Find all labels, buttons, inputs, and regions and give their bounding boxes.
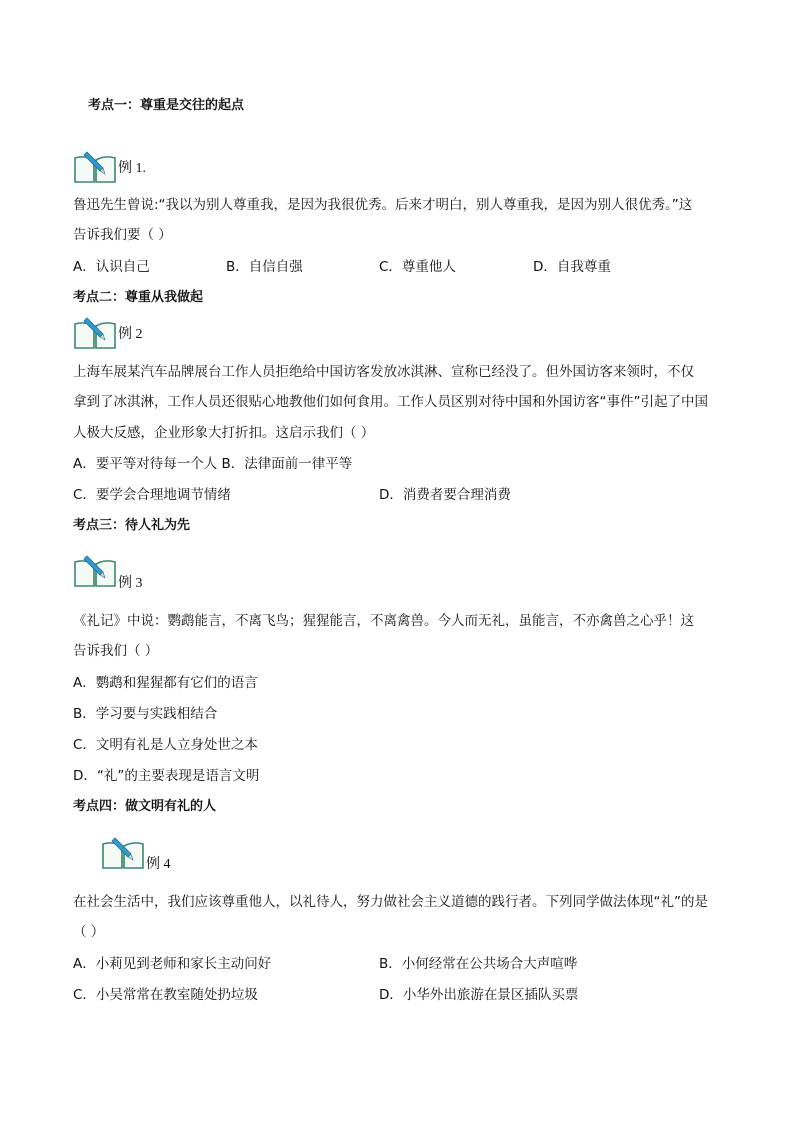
example-3-option-c: C．文明有礼是人立身处世之本 (73, 737, 258, 753)
example-4-option-c: C．小吴常常在教室随处扔垃圾 (73, 987, 258, 1003)
book-pencil-icon (101, 836, 145, 870)
book-pencil-icon (73, 554, 117, 588)
example-4-question-line-1: 在社会生活中，我们应该尊重他人，以礼待人，努力做社会主义道德的践行者。下列同学做法体现“礼”的是 (73, 894, 708, 910)
section-3-heading: 考点三：待人礼为先 (73, 518, 191, 533)
example-1-label: 例 1. (118, 161, 146, 176)
example-3-option-b: B．学习要与实践相结合 (73, 706, 218, 722)
example-2-option-a-b: A．要平等对待每一个人 B．法律面前一律平等 (73, 456, 353, 472)
example-4-option-d: D．小华外出旅游在景区插队买票 (379, 987, 579, 1003)
example-1-question-line-2: 告诉我们要（ ） (73, 227, 172, 243)
example-1-option-a: A．认识自己 (73, 259, 150, 275)
book-pencil-icon (73, 150, 117, 184)
example-3-question-line-2: 告诉我们（ ） (73, 643, 159, 659)
example-1-option-d: D．自我尊重 (533, 259, 611, 275)
example-4-option-b: B．小何经常在公共场合大声喧哗 (379, 956, 578, 972)
example-4-question-line-2: （ ） (73, 924, 105, 940)
example-2-question-line-3: 人极大反感，企业形象大打折扣。这启示我们（ ） (73, 425, 375, 441)
example-4-label: 例 4 (146, 857, 171, 872)
example-1-question-line-1: 鲁迅先生曾说:“我以为别人尊重我，是因为我很优秀。后来才明白，别人尊重我，是因为别人很优秀。”这 (73, 197, 693, 213)
example-2-option-c: C．要学会合理地调节情绪 (73, 487, 231, 503)
example-2-option-d: D．消费者要合理消费 (379, 487, 511, 503)
example-1-option-c: C．尊重他人 (379, 259, 456, 275)
book-pencil-icon (73, 316, 117, 350)
example-3-option-a: A．鹦鹉和猩猩都有它们的语言 (73, 675, 258, 691)
example-2-question-line-1: 上海车展某汽车品牌展台工作人员拒绝给中国访客发放冰淇淋、宣称已经没了。但外国访客来领时，不仅 (73, 364, 694, 380)
section-2-heading: 考点二：尊重从我做起 (73, 290, 204, 305)
example-3-question-line-1: 《礼记》中说：鹦鹉能言，不离飞鸟；猩猩能言，不离禽兽。今人而无礼，虽能言，不亦禽兽之心乎！这 (73, 613, 694, 629)
example-2-label: 例 2 (118, 327, 143, 342)
example-4-option-a: A．小莉见到老师和家长主动问好 (73, 956, 272, 972)
example-3-option-d: D．“礼”的主要表现是语言文明 (73, 768, 260, 784)
example-1-option-b: B．自信自强 (226, 259, 303, 275)
section-1-heading: 考点一：尊重是交往的起点 (88, 98, 245, 113)
example-3-label: 例 3 (118, 576, 143, 591)
section-4-heading: 考点四：做文明有礼的人 (73, 799, 217, 814)
example-2-question-line-2: 拿到了冰淇淋，工作人员还很贴心地教他们如何食用。工作人员区别对待中国和外国访客“事件”引起了中国 (73, 394, 708, 410)
